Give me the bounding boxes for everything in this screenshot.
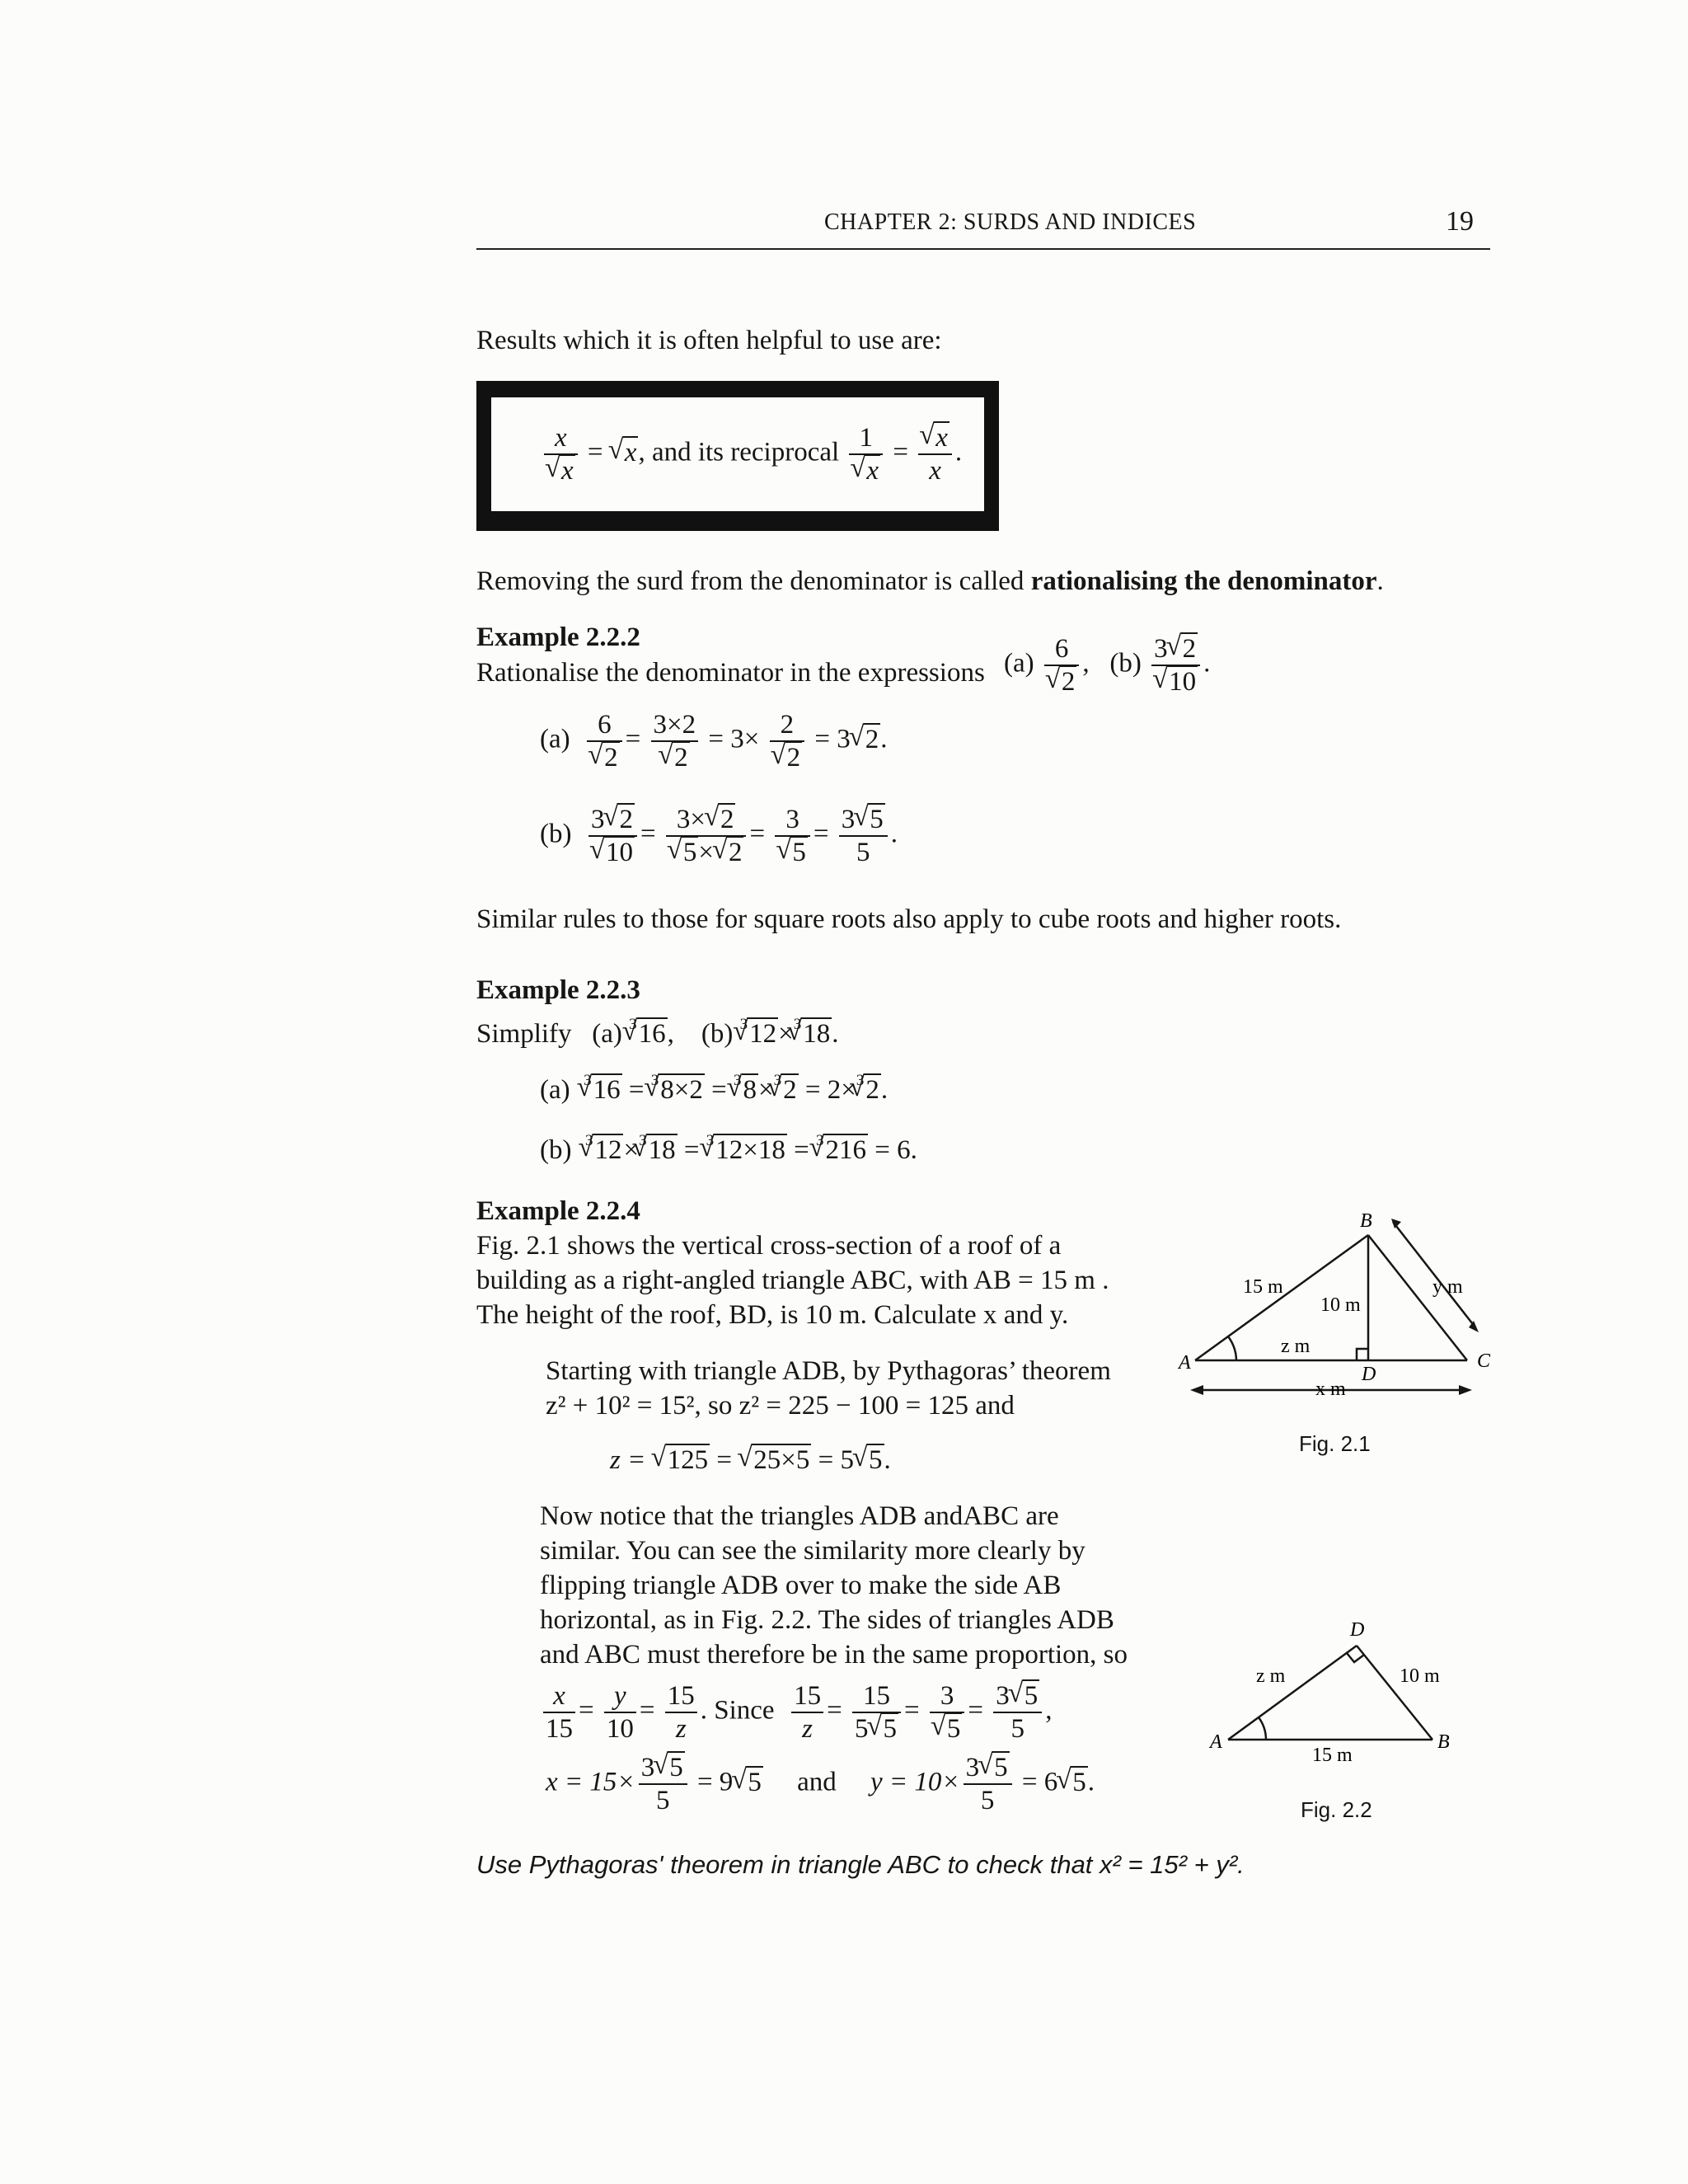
example-2-2-4-title: Example 2.2.4 — [476, 1196, 640, 1226]
example-2-2-2-title: Example 2.2.2 — [476, 622, 640, 652]
solution-line-3: z = √ 125 = √ 25×5 = 5√ 5. — [610, 1443, 891, 1477]
key-result-formula: x √ x = √ x, and its reciprocal 1 √ x = √ $\frac{x}{x}$ . — [541, 422, 962, 486]
label-ad: z m — [1256, 1665, 1286, 1687]
figure-2-2 — [1203, 1616, 1467, 1764]
example-2-2-2-solution-b: (b) 3√ 2 √ 10 = 3×√ 2 √ 5×√ 2 = 3 √ 5 = $\frac{3√ 5}{5}$ . — [540, 804, 898, 868]
key-result-box — [476, 381, 999, 531]
label-ac: x m — [1315, 1379, 1346, 1400]
vertex-c: C — [1477, 1350, 1491, 1372]
similarity-para-4: horizontal, as in Fig. 2.2. The sides of triangles ADB — [540, 1605, 1114, 1635]
arrow-y — [1393, 1222, 1475, 1327]
angle-arc-a — [1259, 1717, 1266, 1740]
right-angle-d — [1357, 1349, 1368, 1360]
solution-line-1: Starting with triangle ADB, by Pythagoras’ theorem — [546, 1356, 1111, 1386]
figure-2-1 — [1170, 1204, 1517, 1418]
side-ad — [1228, 1646, 1357, 1740]
example-2-2-3-prompt: Simplify (a) $^3$√ 16, (b) $^3$√ 12×$^3$√ 18. — [476, 1007, 839, 1051]
example-2-2-3-solution-b: (b) $^3$√ 12×$^3$√ 18 = $^3$√ 12×18 = $^3$√ 216 = 6. — [540, 1124, 917, 1167]
similarity-para-5: and ABC must therefore be in the same proportion, so — [540, 1640, 1128, 1670]
example-2-2-2-expressions: (a) 6 √ 2 , (b) 3√ 2 √ 10 . — [1004, 633, 1210, 697]
header-rule — [476, 248, 1490, 250]
right-angle-d — [1347, 1653, 1364, 1662]
label-bd: 10 m — [1320, 1294, 1361, 1316]
running-header: CHAPTER 2: SURDS AND INDICES — [824, 209, 1197, 235]
label-db: 10 m — [1400, 1665, 1440, 1687]
intro-text: Results which it is often helpful to use are: — [476, 326, 942, 355]
page-number: 19 — [1446, 206, 1474, 237]
example-2-2-4-line-3: The height of the roof, BD, is 10 m. Calculate x and y. — [476, 1300, 1069, 1330]
figure-2-1-caption: Fig. 2.1 — [1299, 1431, 1371, 1456]
side-db — [1357, 1646, 1432, 1740]
angle-arc-a — [1228, 1336, 1236, 1360]
rationalising-definition: Removing the surd from the denominator is called rationalising the denominator. — [476, 566, 1384, 596]
label-bc: y m — [1432, 1276, 1463, 1298]
example-2-2-3-title: Example 2.2.3 — [476, 975, 640, 1005]
example-2-2-2-solution-a: (a) 6 √ 2 = 3×2 √ 2 = 3× 2 √ 2 = 3√ 2. — [540, 709, 888, 773]
closing-exercise: Use Pythagoras' theorem in triangle ABC to check that x² = 15² + y². — [476, 1850, 1245, 1879]
vertex-d: D — [1362, 1364, 1376, 1385]
label-ab: 15 m — [1243, 1276, 1283, 1298]
example-2-2-4-line-1: Fig. 2.1 shows the vertical cross-section of a roof of a — [476, 1231, 1062, 1261]
proportion-equation: $\frac{x}{15}$ = $\frac{y}{10}$ = $\frac{15}{z}$ . Since $\frac{15}{z}$ = $\frac{15}{5√ 5}$ = 3 √ 5 = $\frac{3√ 5}{5}$ , — [540, 1680, 1052, 1745]
figure-2-2-caption: Fig. 2.2 — [1301, 1797, 1372, 1822]
example-2-2-4-line-2: building as a right-angled triangle ABC, with AB = 15 m . — [476, 1266, 1109, 1295]
similarity-para-1: Now notice that the triangles ADB andABC are — [540, 1501, 1059, 1531]
solution-line-2: z² + 10² = 15², so z² = 225 − 100 = 125 and — [546, 1391, 1015, 1421]
vertex-a: A — [1210, 1731, 1222, 1753]
vertex-a: A — [1179, 1352, 1191, 1374]
result-equation: x = 15× $\frac{3√ 5}{5}$ = 9√ 5 and y = 10× $\frac{3√ 5}{5}$ = 6√ 5. — [546, 1752, 1095, 1816]
similar-rules-text: Similar rules to those for square roots also apply to cube roots and higher roots. — [476, 904, 1342, 934]
example-2-2-3-solution-a: (a) $^3$√ 16 = $^3$√ 8×2 = $^3$√ 8×$^3$√ 2 = 2×$^3$√ 2. — [540, 1064, 888, 1107]
similarity-para-3: flipping triangle ADB over to make the side AB — [540, 1571, 1062, 1600]
similarity-para-2: similar. You can see the similarity more clearly by — [540, 1536, 1085, 1566]
example-2-2-2-prompt: Rationalise the denominator in the expressions — [476, 658, 985, 688]
label-ab: 15 m — [1312, 1745, 1353, 1764]
label-ad: z m — [1281, 1336, 1311, 1357]
vertex-b: B — [1437, 1731, 1450, 1753]
vertex-d: D — [1350, 1619, 1365, 1641]
vertex-b: B — [1360, 1210, 1372, 1232]
